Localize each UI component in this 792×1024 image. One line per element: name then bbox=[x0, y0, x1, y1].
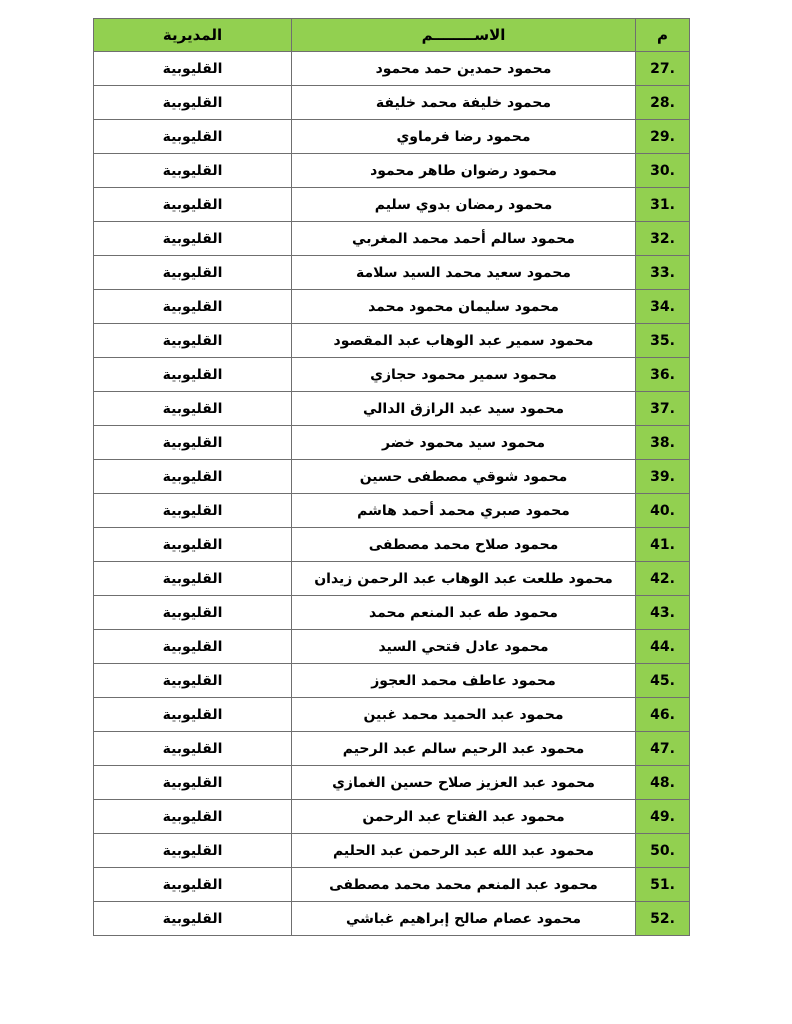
name-cell: محمود خليفة محمد خليفة bbox=[292, 86, 636, 120]
number-cell: 39. bbox=[636, 460, 690, 494]
number-cell: 28. bbox=[636, 86, 690, 120]
table-row bbox=[94, 392, 690, 426]
number-cell: 27. bbox=[636, 52, 690, 86]
number-cell: 51. bbox=[636, 868, 690, 902]
directorate-cell: القليوبية bbox=[94, 52, 292, 86]
number-cell: 49. bbox=[636, 800, 690, 834]
name-cell: محمود عاطف محمد العجوز bbox=[292, 664, 636, 698]
directorate-cell: القليوبية bbox=[94, 732, 292, 766]
number-cell: 29. bbox=[636, 120, 690, 154]
table-row bbox=[94, 120, 690, 154]
table-row bbox=[94, 800, 690, 834]
table-row bbox=[94, 426, 690, 460]
table-row bbox=[94, 154, 690, 188]
number-cell: 34. bbox=[636, 290, 690, 324]
number-cell: 50. bbox=[636, 834, 690, 868]
number-cell: 31. bbox=[636, 188, 690, 222]
number-cell: 33. bbox=[636, 256, 690, 290]
name-cell: محمود رضا فرماوي bbox=[292, 120, 636, 154]
number-cell: 37. bbox=[636, 392, 690, 426]
name-cell: محمود سيد محمود خضر bbox=[292, 426, 636, 460]
table-row bbox=[94, 664, 690, 698]
header-name: الاســــــــم bbox=[292, 19, 636, 52]
number-cell: 43. bbox=[636, 596, 690, 630]
name-cell: محمود سعيد محمد السيد سلامة bbox=[292, 256, 636, 290]
directorate-cell: القليوبية bbox=[94, 630, 292, 664]
directorate-cell: القليوبية bbox=[94, 222, 292, 256]
directorate-cell: القليوبية bbox=[94, 664, 292, 698]
table-row bbox=[94, 766, 690, 800]
number-cell: 40. bbox=[636, 494, 690, 528]
directorate-cell: القليوبية bbox=[94, 494, 292, 528]
name-cell: محمود عبد العزيز صلاح حسين الغمازي bbox=[292, 766, 636, 800]
name-cell: محمود صبري محمد أحمد هاشم bbox=[292, 494, 636, 528]
table-row bbox=[94, 834, 690, 868]
table-row bbox=[94, 324, 690, 358]
table-row bbox=[94, 290, 690, 324]
name-cell: محمود سمير عبد الوهاب عبد المقصود bbox=[292, 324, 636, 358]
directorate-cell: القليوبية bbox=[94, 766, 292, 800]
number-cell: 38. bbox=[636, 426, 690, 460]
directorate-cell: القليوبية bbox=[94, 902, 292, 936]
name-cell: محمود عبد الحميد محمد غبين bbox=[292, 698, 636, 732]
directorate-cell: القليوبية bbox=[94, 426, 292, 460]
directorate-cell: القليوبية bbox=[94, 290, 292, 324]
directorate-cell: القليوبية bbox=[94, 324, 292, 358]
directorate-cell: القليوبية bbox=[94, 188, 292, 222]
name-cell: محمود عبد الله عبد الرحمن عبد الحليم bbox=[292, 834, 636, 868]
table-row bbox=[94, 528, 690, 562]
name-cell: محمود شوقي مصطفى حسين bbox=[292, 460, 636, 494]
name-cell: محمود سيد عبد الرازق الدالي bbox=[292, 392, 636, 426]
number-cell: 32. bbox=[636, 222, 690, 256]
name-cell: محمود صلاح محمد مصطفى bbox=[292, 528, 636, 562]
header-directorate: المديرية bbox=[94, 19, 292, 52]
table-row bbox=[94, 630, 690, 664]
directorate-cell: القليوبية bbox=[94, 562, 292, 596]
directorate-cell: القليوبية bbox=[94, 256, 292, 290]
number-cell: 30. bbox=[636, 154, 690, 188]
number-cell: 52. bbox=[636, 902, 690, 936]
table-row bbox=[94, 358, 690, 392]
number-cell: 44. bbox=[636, 630, 690, 664]
number-cell: 35. bbox=[636, 324, 690, 358]
directorate-cell: القليوبية bbox=[94, 392, 292, 426]
table-row bbox=[94, 732, 690, 766]
number-cell: 42. bbox=[636, 562, 690, 596]
name-cell: محمود طلعت عبد الوهاب عبد الرحمن زيدان bbox=[292, 562, 636, 596]
table-body bbox=[94, 52, 690, 936]
name-cell: محمود عصام صالح إبراهيم غباشي bbox=[292, 902, 636, 936]
table-row bbox=[94, 188, 690, 222]
table-row bbox=[94, 52, 690, 86]
number-cell: 46. bbox=[636, 698, 690, 732]
directorate-cell: القليوبية bbox=[94, 868, 292, 902]
table-row bbox=[94, 494, 690, 528]
name-cell: محمود سالم أحمد محمد المغربي bbox=[292, 222, 636, 256]
roster-table bbox=[93, 18, 690, 936]
table-row bbox=[94, 222, 690, 256]
table-row bbox=[94, 698, 690, 732]
directorate-cell: القليوبية bbox=[94, 596, 292, 630]
name-cell: محمود رضوان طاهر محمود bbox=[292, 154, 636, 188]
number-cell: 48. bbox=[636, 766, 690, 800]
name-cell: محمود عادل فتحي السيد bbox=[292, 630, 636, 664]
directorate-cell: القليوبية bbox=[94, 120, 292, 154]
table-row bbox=[94, 596, 690, 630]
number-cell: 47. bbox=[636, 732, 690, 766]
directorate-cell: القليوبية bbox=[94, 358, 292, 392]
name-cell: محمود سمير محمود حجازي bbox=[292, 358, 636, 392]
name-cell: محمود عبد الفتاح عبد الرحمن bbox=[292, 800, 636, 834]
name-cell: محمود سليمان محمود محمد bbox=[292, 290, 636, 324]
directorate-cell: القليوبية bbox=[94, 698, 292, 732]
number-cell: 36. bbox=[636, 358, 690, 392]
name-cell: محمود حمدين حمد محمود bbox=[292, 52, 636, 86]
directorate-cell: القليوبية bbox=[94, 460, 292, 494]
directorate-cell: القليوبية bbox=[94, 86, 292, 120]
name-cell: محمود عبد المنعم محمد محمد مصطفى bbox=[292, 868, 636, 902]
name-cell: محمود طه عبد المنعم محمد bbox=[292, 596, 636, 630]
directorate-cell: القليوبية bbox=[94, 834, 292, 868]
table-row bbox=[94, 902, 690, 936]
table-header bbox=[94, 19, 690, 52]
number-cell: 41. bbox=[636, 528, 690, 562]
name-cell: محمود رمضان بدوي سليم bbox=[292, 188, 636, 222]
table-row bbox=[94, 562, 690, 596]
header-row bbox=[94, 19, 690, 52]
table-row bbox=[94, 86, 690, 120]
table-row bbox=[94, 868, 690, 902]
number-cell: 45. bbox=[636, 664, 690, 698]
name-cell: محمود عبد الرحيم سالم عبد الرحيم bbox=[292, 732, 636, 766]
table-row bbox=[94, 256, 690, 290]
table-row bbox=[94, 460, 690, 494]
directorate-cell: القليوبية bbox=[94, 154, 292, 188]
directorate-cell: القليوبية bbox=[94, 800, 292, 834]
header-number: م bbox=[636, 19, 690, 52]
directorate-cell: القليوبية bbox=[94, 528, 292, 562]
